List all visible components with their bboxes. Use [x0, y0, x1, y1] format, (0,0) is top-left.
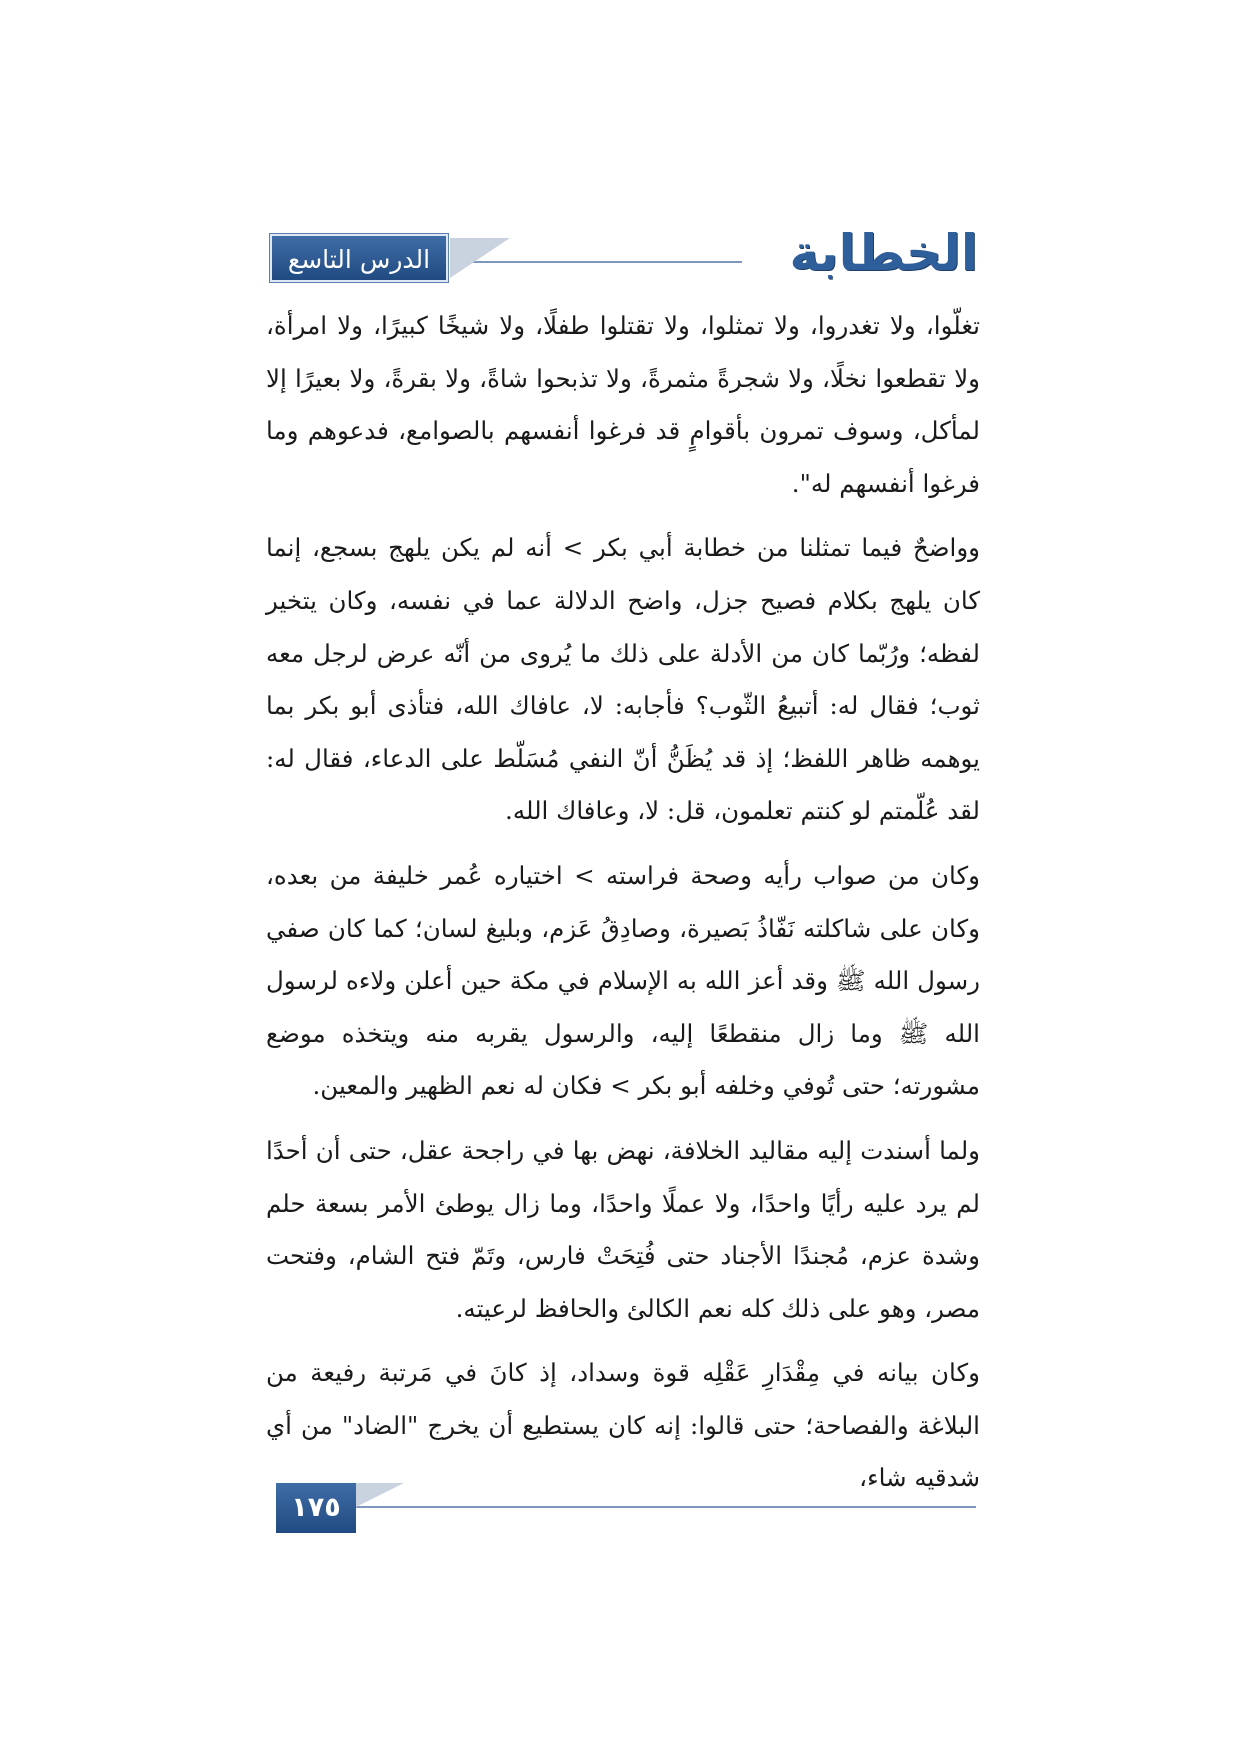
- page-footer: [276, 1483, 976, 1535]
- page-number: ١٧٥: [291, 1492, 341, 1523]
- book-title: الخطابة: [789, 224, 978, 282]
- footer-rule: [356, 1506, 976, 1508]
- header-wedge-decoration: [450, 238, 510, 278]
- paragraph-2: وواضحٌ فيما تمثلنا من خطابة أبي بكر > أنه لم يكن يلهج بسجع، إنما كان يلهج بكلام فصيح جزل، واضح الدلالة عما في نفسه، وكان يتخير لفظه؛ ورُبّما كان من الأدلة على ذلك ما يُروى من أنّه عرض لرجل معه ثوب؛ فقال له: أتبيعُ الثّوب؟ فأجابه: لا، عافاك الله، فتأذى أبو بكر بما يوهمه ظاهر اللفظ؛ إذ قد يُظَنُّ أنّ النفي مُسَلّط على الدعاء، فقال له: لقد عُلّمتم لو كنتم تعلمون، قل: لا، وعافاك الله.: [266, 533, 980, 826]
- footer-wedge-decoration: [356, 1483, 404, 1507]
- page-header: [270, 224, 978, 290]
- paragraph-4: ولما أسندت إليه مقاليد الخلافة، نهض بها في راجحة عقل، حتى أن أحدًا لم يرد عليه رأيًا واحدًا، ولا عملًا واحدًا، وما زال يوطئ الأمر بسعة حلم وشدة عزم، مُجندًا الأجناد حتى فُتِحَتْ فارس، وتَمّ فتح الشام، وفتحت مصر، وهو على ذلك كله نعم الكالئ والحافظ لرعيته.: [266, 1135, 980, 1323]
- paragraph-5: وكان بيانه في مِقْدَارِ عَقْلِه قوة وسداد، إذ كانَ في مَرتبة رفيعة من البلاغة والفصاحة؛ حتى قالوا: إنه كان يستطيع أن يخرج "الضاد" من أي شدقيه شاء،: [266, 1358, 980, 1493]
- page-number-box: [276, 1483, 356, 1533]
- paragraph-3: وكان من صواب رأيه وصحة فراسته > اختياره عُمر خليفة من بعده، وكان على شاكلته نَفّاذُ بَصيرة، وصادِقُ عَزم، وبليغ لسان؛ كما كان صفي رسول الله ﷺ وقد أعز الله به الإسلام في مكة حين أعلن ولاءه لرسول الله ﷺ وما زال منقطعًا إليه، والرسول يقربه منه ويتخذه موضع مشورته؛ حتى تُوفي وخلفه أبو بكر > فكان له نعم الظهير والمعين.: [266, 860, 980, 1101]
- lesson-label: الدرس التاسع: [287, 245, 431, 274]
- body-text: [266, 300, 980, 1517]
- paragraph-1: تغلّوا، ولا تغدروا، ولا تمثلوا، ولا تقتلوا طفلًا، ولا شيخًا كبيرًا، ولا امرأة، ولا تقطعوا نخلًا، ولا شجرةً مثمرةً، ولا تذبحوا شاةً، ولا بقرةً، ولا بعيرًا إلا لمأكل، وسوف تمرون بأقوامٍ قد فرغوا أنفسهم بالصوامع، فدعوهم وما فرغوا أنفسهم له".: [266, 311, 980, 498]
- lesson-label-box: [270, 234, 448, 282]
